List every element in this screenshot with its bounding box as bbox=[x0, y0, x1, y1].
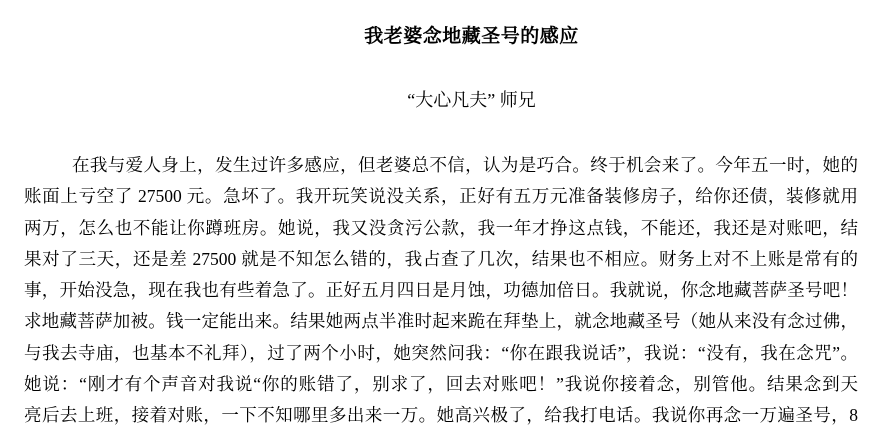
body-line: 事，开始没急，现在我也有些着急了。正好五月四日是月蚀，功德加倍日。我就说，你念地藏菩萨圣号吧！ bbox=[24, 280, 858, 301]
document-author: “大心凡夫” 师兄 bbox=[407, 90, 536, 110]
body-line: 亮后去上班，接着对账，一下不知哪里多出来一万。她高兴极了，给我打电话。我说你再念一万遍圣号，8 bbox=[24, 405, 858, 426]
document-body bbox=[24, 150, 858, 427]
body-line: 她说：“刚才有个声音对我说“你的账错了，别求了，回去对账吧！”我说你接着念，别管他。结果念到天 bbox=[24, 374, 858, 395]
body-line: 在我与爱人身上，发生过许多感应，但老婆总不信，认为是巧合。终于机会来了。今年五一时，她的 bbox=[72, 155, 858, 175]
document-title: 我老婆念地藏圣号的感应 bbox=[364, 26, 579, 47]
body-line: 两万，怎么也不能让你蹲班房。她说，我又没贪污公款，我一年才挣这点钱，不能还，我还是对账吧，结 bbox=[24, 217, 858, 238]
body-line: 求地藏菩萨加被。钱一定能出来。结果她两点半准时起来跪在拜垫上，就念地藏圣号（她从来没有念过佛， bbox=[24, 311, 858, 332]
body-line: 账面上亏空了 27500 元。急坏了。我开玩笑说没关系，正好有五万元准备装修房子，给你还债，装修就用 bbox=[24, 186, 858, 207]
body-line: 果对了三天，还是差 27500 就是不知怎么错的，我占查了几次，结果也不相应。财务上对不上账是常有的 bbox=[24, 248, 858, 269]
body-line: 与我去寺庙，也基本不礼拜），过了两个小时，她突然问我：“你在跟我说话”，我说：“没有，我在念咒”。 bbox=[24, 342, 858, 363]
